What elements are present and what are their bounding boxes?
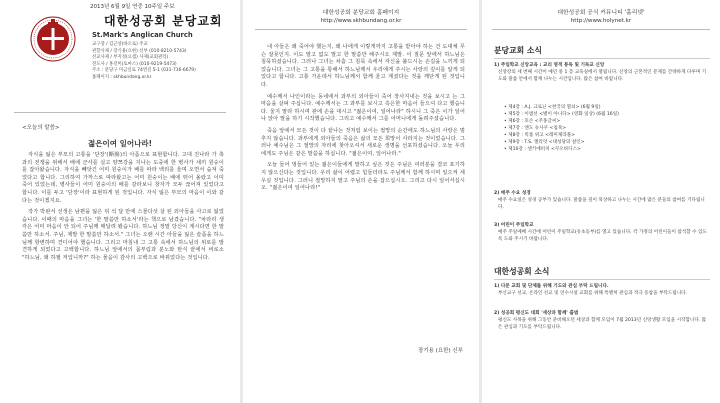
- page-header-title: 대한성공회 분당교회 홈페이지: [322, 10, 400, 16]
- section-label: <오늘의 말씀>: [22, 125, 60, 131]
- church-name-en: St.Mark's Anglican Church: [92, 31, 193, 39]
- news-item-body: 매주 주일예배 시간에 어린이 주일학교(유초등부)를 열고 있습니다. 각 가정의 어린이들이 참석할 수 있도록 도와 주시기 바랍니다.: [498, 230, 707, 242]
- paragraph: 오늘 들어 멍들어 있는 젊은이들에게 말하고 싶은 것은 주님은 여러분을 결코 포기하지 않으신다는 것입니다. 우리 삶이 어렵고 힘들더라도 주님께서 함께 하시며 일으켜 세우실 것입니다. 그러니 절망하지 말고 주님의 손을 잡으십시오. 그리고 다시 일어서십시오. "젊은이여 일어나라!": [261, 162, 465, 192]
- news-item-body: 부산교구 선교, 온라인 선교 및 연수시설 교회를 위해 특별히 관심과 적극 동참을 부탁드립니다.: [498, 291, 688, 296]
- schedule-item: • 제6강 : 호손 <주홍글씨>: [504, 119, 561, 124]
- contact-line: 홈페이지 : skhbundang.or.kr: [92, 74, 152, 80]
- schedule-item: • 제4강 : A.J. 크로닌 <천국의 열쇠> (6월 9일): [504, 105, 601, 110]
- contact-line: 관할사제 / 장기용(요한) 신부 (010-8210-5743): [92, 48, 187, 54]
- news-item: [494, 310, 710, 331]
- paragraph: 예수께서 나인이라는 동네에서 과부의 외아들이 죽어 장사지내는 것을 보시고 는 그 마음을 살펴 주십니다. 예수께서는 그 과부를 보시고 측은한 마음이 들으셔 다고 했습니다. 울지 말라 하시며 관에 손을 대시고 "젊은이여, 일어나라" 하시니 그 죽은 이가 일어나 앉아 말을 하기 시작했습니다. 그리고 예수께서 그를 어머니에게 돌려주셨습니다.: [261, 93, 465, 123]
- divider: [492, 29, 710, 30]
- divider: [494, 58, 710, 59]
- paragraph: 자식을 잃은 부모의 고통을 '단장'(斷腸)의 아픔으로 표현합니다. 고대 진나라 가 촉과의 전쟁을 위해서 배에 군사를 실고 양쯔강을 지나는 도중에 한 병사가 새끼 원숭이를 잡아왔습니다. 자식을 빼앗긴 어미 원숭이가 배를 따라 백리를 울며 오면서 숨져 죽었다고 합니다. 그리하여 가까스로 따라왔고는 어미 원숭이는 배에 뛰어 올랐고 이미 죽어 있었는데, 병사들이 어미 원숭이의 배를 갈라보니 창자가 모두 끊어져 있었다고 합니다. 이를 두고 '단장'이라 표현하게 된 것입니다. 자식 잃은 부모의 마음이 이와 같다는 것이겠지요.: [22, 152, 224, 204]
- divider: [255, 29, 467, 30]
- church-name-ko: 대한성공회 분당교회: [104, 14, 223, 28]
- news-item-body: 평신도 사목을 위해 그동안 준비해오던 세상과 함께 모임이 7월 2013년 신앙생활 모임을 시작합니다. 많은 관심과 기도를 부탁드립니다.: [498, 318, 707, 330]
- contact-line: 교구장 / 김근상(바오로) 주교: [92, 42, 148, 47]
- page-header-title: 대한성공회 공식 커뮤니티 '홀리넷': [557, 10, 645, 16]
- paragraph: 내 아들은 왜 죽어야 했는지, 왜 나에게 이렇게까지 고통을 받아야 하는 건 도대체 무슨 잘못인지. 이도 말고 없도 말고 한 말씀만 해주시오 제발. 이 질문 앞에서 하느님은 침묵하셨습니다. 그러나 그녀는 차츰 그 침묵 속에서 자신을 붙드시는 손길을 느끼게 되었습니다. 그녀는 그 고통을 통해서 하느님께서 우리에게 주시는 사랑의 깊이를 알게 되었다고 합니다. 고통 가운데서 하느님께서 함께 울고 계셨다는 것을 깨닫게 된 것입니다.: [261, 44, 465, 88]
- page-header-url: http://www.skhbundang.or.kr: [320, 18, 402, 24]
- news-item-title: 2) 성공회 평신도 대회 '세상과 함께' 출범: [494, 311, 579, 316]
- church-logo: [30, 16, 76, 62]
- news-item: [494, 190, 710, 211]
- contact-line: 전도사 / 홍강미(토마스) (010-9219-5473): [92, 61, 177, 67]
- bulletin-page-2: [243, 0, 479, 403]
- paragraph: 작가 박완서 선생은 남편을 잃은 뒤 석 달 만에 스물다섯 살 된 외아들을 사고로 잃었습니다. 이때의 마음을 그녀는 '한 말씀만 하소서'라는 책으로 남겼습니다. "차라리 생각은 어미 마음이 안 되어 주님께 매달려 봤습니다. 하느님 정말 당신이 계시다면 한 말씀만 하소서. 주님, 제발 한 말씀만 하소서." 그녀는 오랜 시간 아들을 잃은 슬픔을 하느님께 항변하며 견디어야 했습니다. 그리고 마침내 그 고통 속에서 하느님의 위로를 발견하게 되었다고 고백합니다. 하느님 앞에서의 몸부림과 분노와 탄식 끝에서 비로소 "하느님, 왜 하필 저입니까?" 하는 물음이 감사의 고백으로 바뀌었다는 것입니다.: [22, 209, 224, 261]
- schedule-item: • 제10강 : 셴키에비치 <쿠오바디스>: [504, 147, 581, 152]
- news-item-title: 3) 어린이 주일학교: [494, 223, 534, 228]
- news-item: [494, 283, 710, 297]
- news-item: [494, 62, 710, 83]
- contact-list: [92, 42, 237, 82]
- sermon-body-continued: [261, 44, 465, 197]
- sermon-signature: 장기용 (요한) 신부: [418, 348, 463, 354]
- bulletin-page-3: [482, 0, 720, 403]
- schedule-item: • 제5강 : 이범선 <별이 아니다> (영화 일상) (6월 16일): [504, 112, 619, 117]
- sermon-body: [22, 152, 224, 266]
- divider: [494, 279, 710, 280]
- news-item: [494, 222, 710, 243]
- section-title-denomination-news: 대한성공회 소식: [494, 267, 550, 276]
- news-item-title: 1) 주일학교 신앙교육 : 교리 영적 통독 및 기독교 신앙: [494, 63, 605, 68]
- sermon-heading: 젊은이여 일어나라!: [88, 139, 152, 148]
- schedule-item: • 제7강 : 엔도 슈사쿠 <침묵>: [504, 126, 567, 131]
- bulletin-page-1: [0, 0, 240, 403]
- lecture-schedule: [504, 104, 619, 153]
- schedule-item: • 제9강 : T.S. 엘리엇 <대성당의 살인>: [504, 140, 585, 145]
- news-item-body: 매주 수요일은 성경 공부가 있습니다. 말씀을 깊이 묵상하고 나누는 시간에 많은 분들의 참여를 기다립니다.: [498, 198, 705, 210]
- news-item-title: 1) 다문 교회 및 단체를 위해 기도와 관심 부탁 드립니다.: [494, 284, 609, 289]
- bulletin-date: 2013년 6월 9일 연중 10주일 주보: [90, 4, 175, 10]
- divider: [14, 112, 226, 113]
- section-title-church-news: 분당교회 소식: [494, 46, 542, 55]
- schedule-item: • 제8강 : 빅톨 위고 <레미제라블>: [504, 133, 575, 138]
- contact-line: 선교사제 / 부지성(요셉) 사제(교회관리): [92, 55, 169, 61]
- news-item-body: 신앙강의 세 번째 시간이 예년 중 1 층 교육실에서 열립니다. 신앙의 근본적인 문제를 간략하게 다루며 기도와 말씀 안에서 함께 나누는 시간입니다. 많은 참여 바랍니다.: [498, 70, 707, 82]
- page-header-url: http://www.holynet.kr: [570, 18, 632, 24]
- contact-line: 주소 : 분당구 미금일로 74번길 5-1 (031-716-6679): [92, 68, 196, 74]
- paragraph: 죽음 앞에서 모든 것이 다 끝나는 것처럼 보이는 절망의 순간에도 하느님의 사랑은 멈추지 않습니다. 과부에게 외아들의 죽음은 삶의 모든 희망이 사라지는 것이었습니다. 그러나 예수님은 그 절망의 자리에 찾아오셔서 새로운 생명을 선포하셨습니다. 오늘 우리에게도 주님은 같은 말씀을 하십니다. "젊은이여, 일어나라.": [261, 127, 465, 157]
- news-item-title: 2) 매주 수요 성경: [494, 191, 531, 196]
